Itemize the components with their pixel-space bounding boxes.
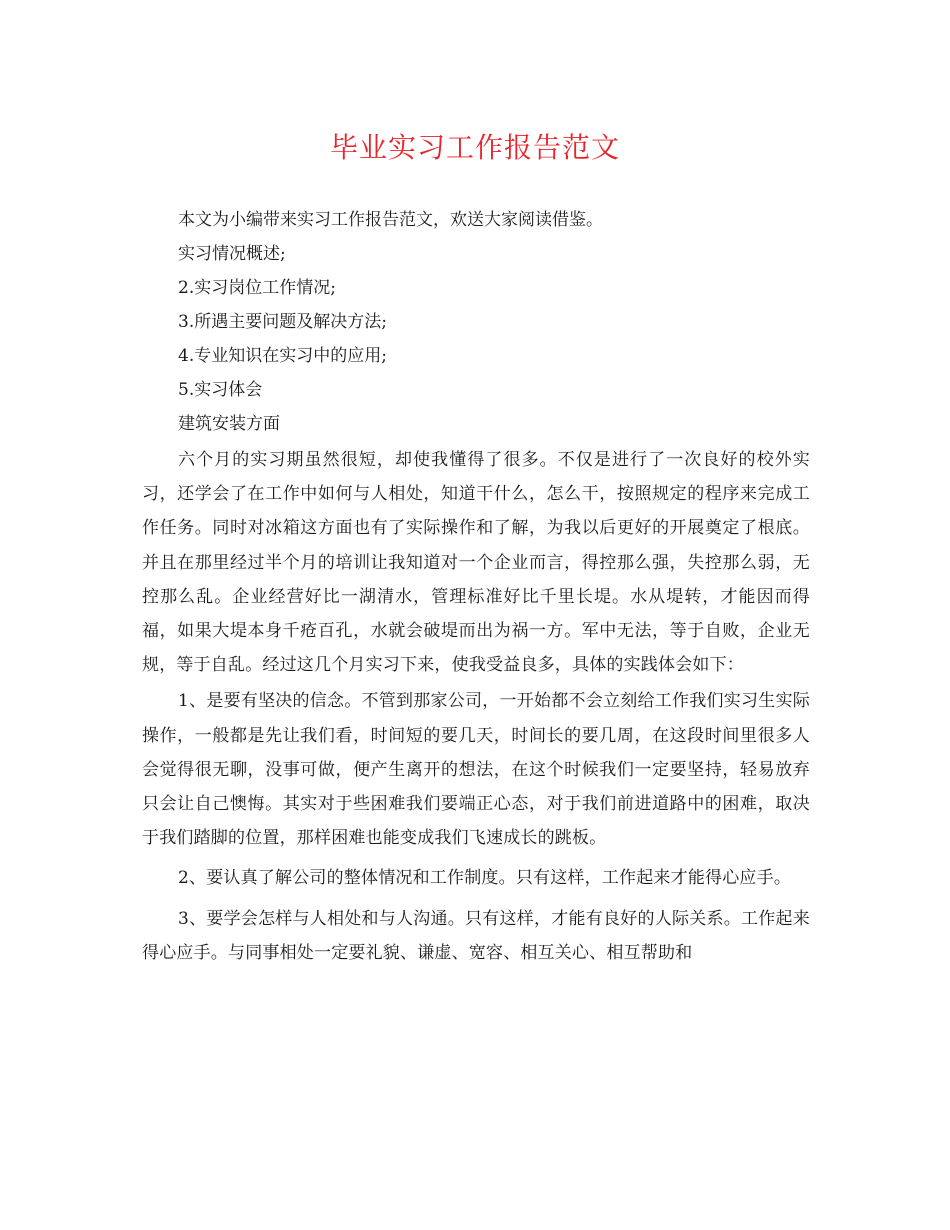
document-body bbox=[142, 203, 810, 970]
outline-item-1: 实习情况概述; bbox=[178, 244, 286, 264]
body-paragraph-3: 2、要认真了解公司的整体情况和工作制度。只有这样，工作起来才能得心应手。 bbox=[178, 868, 792, 889]
section-heading: 建筑安装方面 bbox=[178, 414, 280, 434]
outline-item-5: 5.实习体会 bbox=[178, 380, 263, 400]
body-paragraph-1: 六个月的实习期虽然很短，却使我懂得了很多。不仅是进行了一次良好的校外实习，还学会了在工作中如何与人相处，知道干什么，怎么干，按照规定的程序来完成工作任务。同时对冰箱这方面也有了实际操作和了解，为我以后更好的开展奠定了根底。并且在那里经过半个月的培训让我知道对一个企业而言，得控那么强，失控那么弱，无控那么乱。企业经营好比一湖清水，管理标准好比千里长堤。水从堤转，才能因而得福，如果大堤本身千疮百孔，水就会破堤而出为祸一方。军中无法，等于自败，企业无规，等于自乱。经过这几个月实习下来，使我受益良多，具体的实践体会如下： bbox=[142, 450, 810, 676]
outline-item-4: 4.专业知识在实习中的应用; bbox=[178, 346, 387, 366]
intro-line: 本文为小编带来实习工作报告范文，欢送大家阅读借鉴。 bbox=[178, 210, 603, 230]
document-title: 毕业实习工作报告范文 bbox=[329, 131, 620, 164]
body-paragraph-2: 1、是要有坚决的信念。不管到那家公司，一开始都不会立刻给工作我们实习生实际操作，一般都是先让我们看，时间短的要几天，时间长的要几周，在这段时间里很多人会觉得很无聊，没事可做，便产生离开的想法，在这个时候我们一定要坚持，轻易放弃只会让自己懊悔。其实对于些困难我们要端正心态，对于我们前进道路中的困难，取决于我们踏脚的位置，那样困难也能变成我们飞速成长的跳板。 bbox=[142, 691, 810, 849]
body-paragraph-4: 3、要学会怎样与人相处和与人沟通。只有这样，才能有良好的人际关系。工作起来得心应手。与同事相处一定要礼貌、谦虚、宽容、相互关心、相互帮助和 bbox=[142, 908, 810, 963]
outline-item-3: 3.所遇主要问题及解决方法; bbox=[178, 312, 387, 332]
outline-item-2: 2.实习岗位工作情况; bbox=[178, 278, 336, 298]
